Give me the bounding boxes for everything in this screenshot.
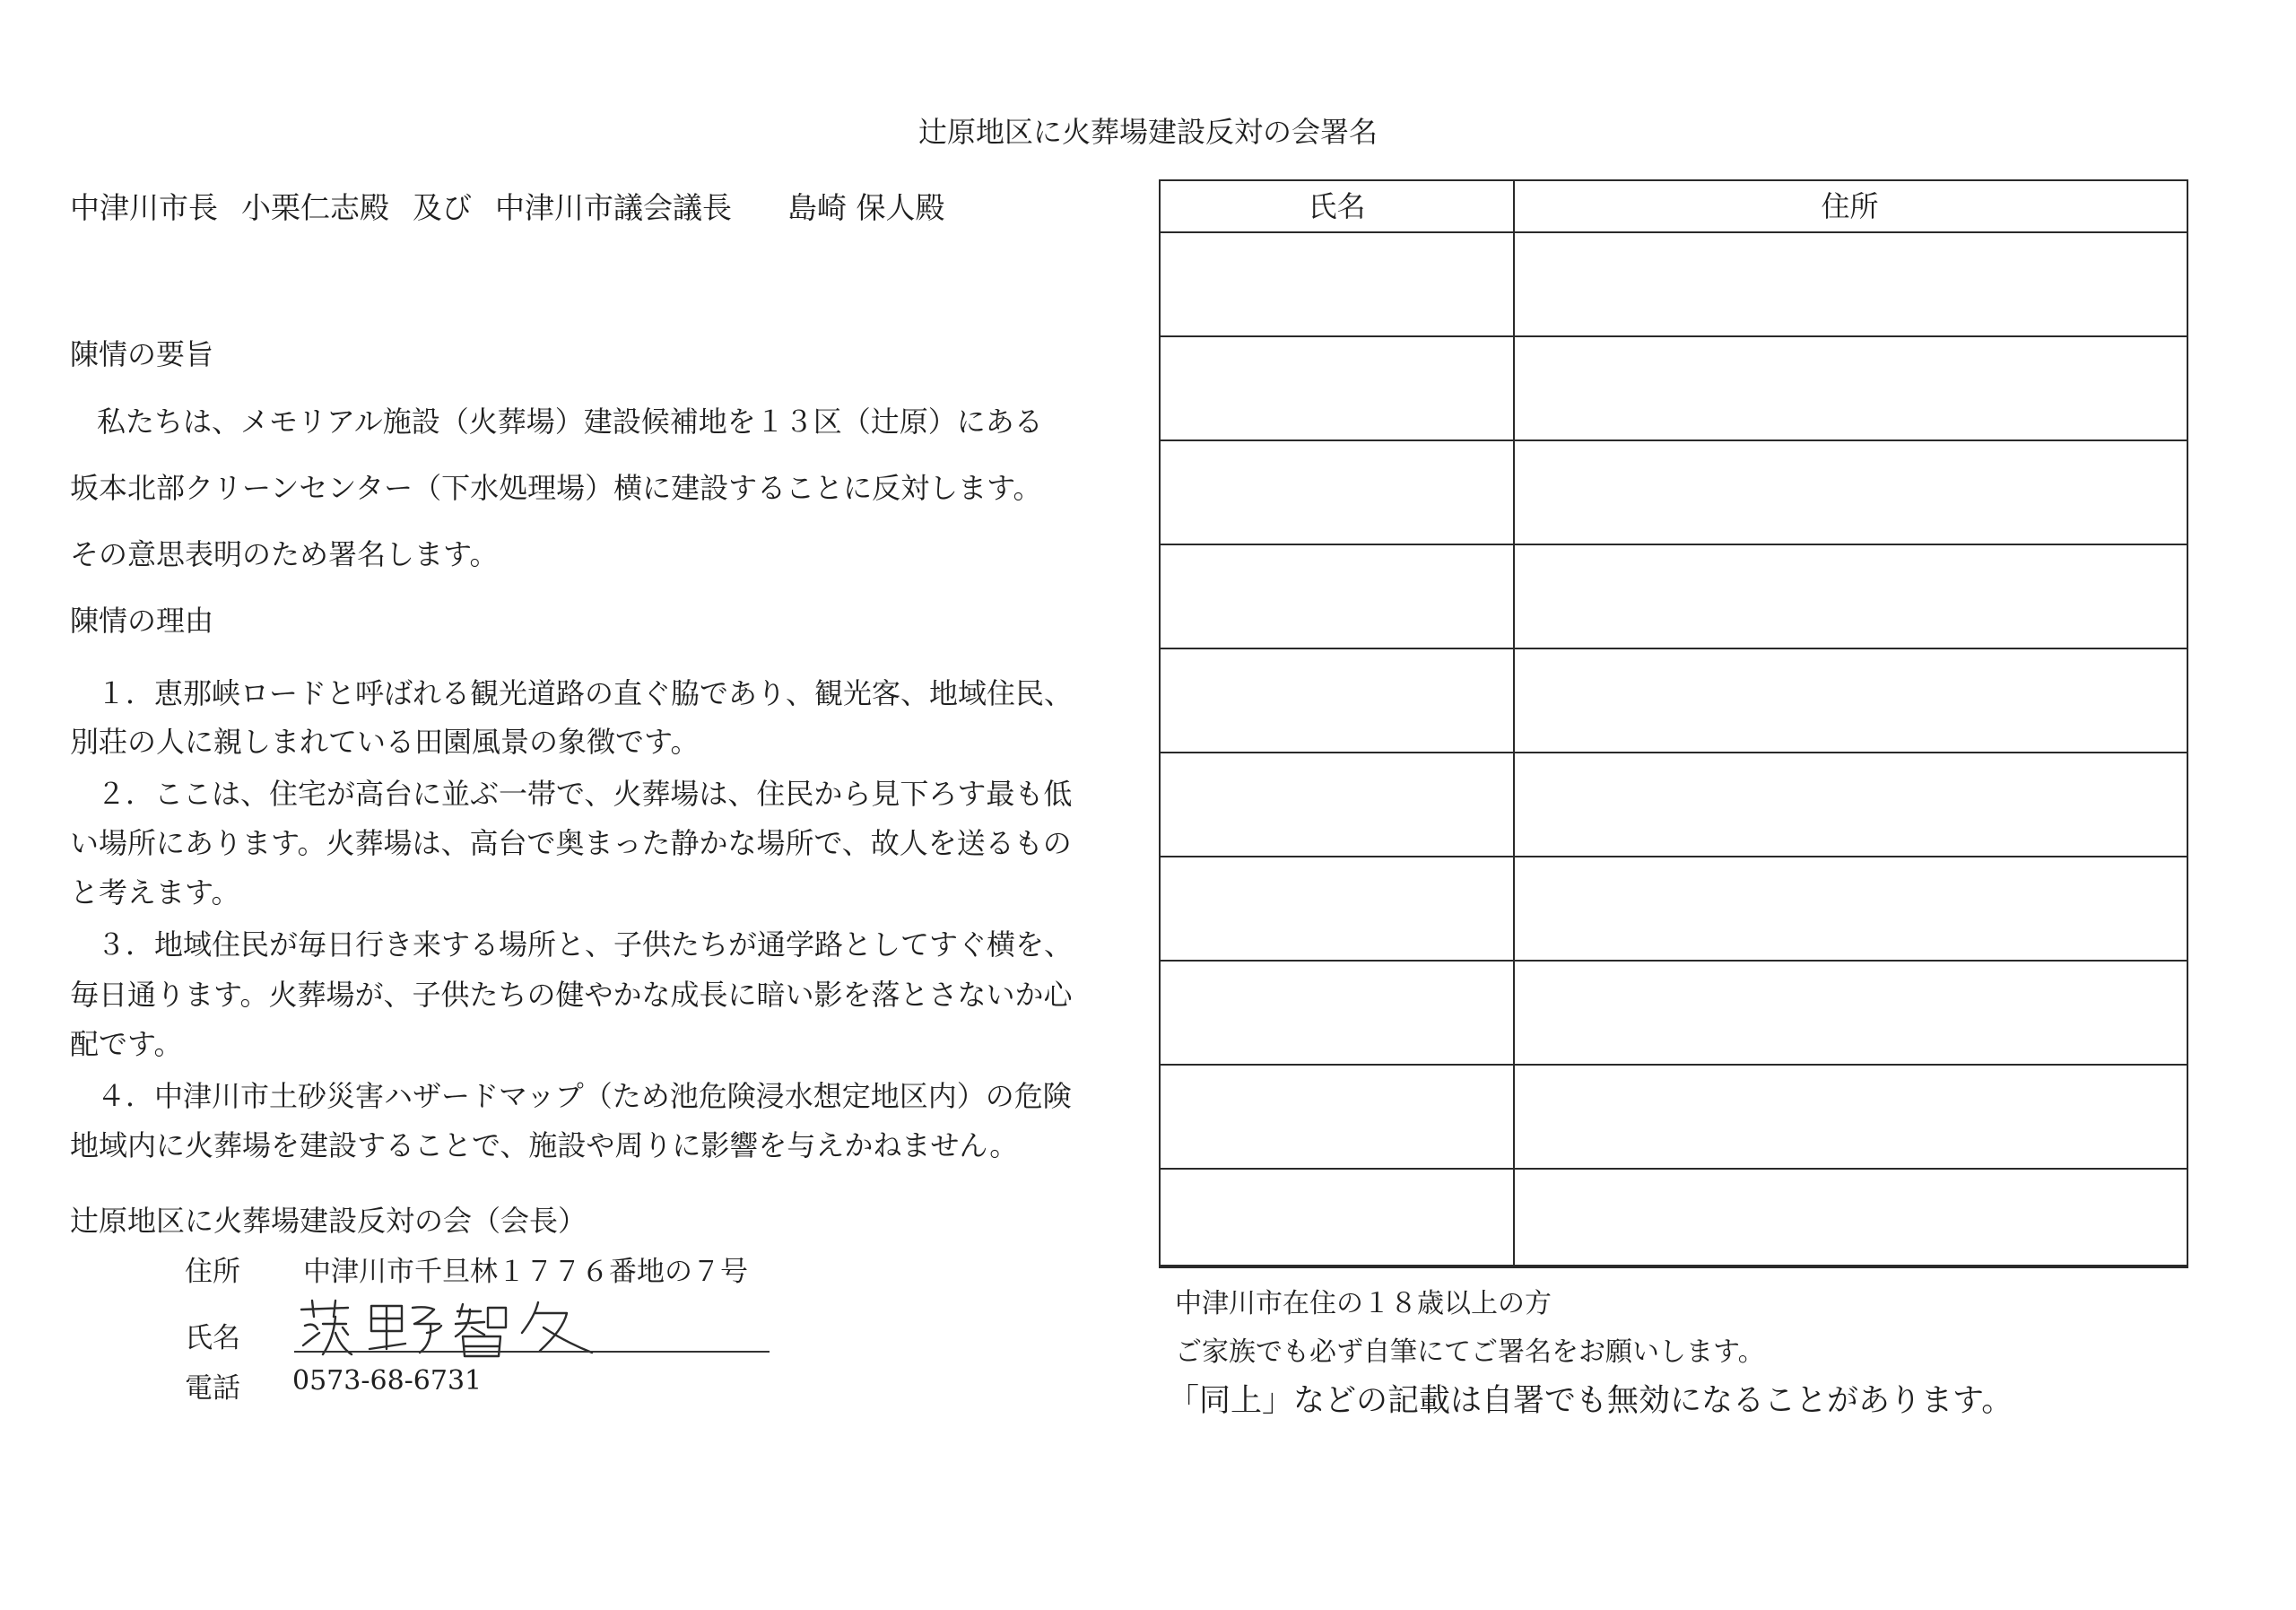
signature-address-cell[interactable] (1515, 857, 2187, 960)
signature-table (1159, 179, 2188, 1268)
signature-name-cell[interactable] (1161, 545, 1513, 648)
reason-line-6: ３．地域住民が毎日行き来する場所と、子供たちが通学路としてすぐ横を、 (97, 927, 1074, 962)
signature-name-cell[interactable] (1161, 337, 1513, 439)
addressee-line (70, 185, 945, 227)
column-header-name: 氏名 (1308, 189, 1366, 223)
note-handwriting: ご家族でも必ず自筆にてご署名をお願いします。 (1175, 1336, 1765, 1368)
column-divider (1513, 181, 1515, 1266)
note-invalid: 「同上」などの記載は自署でも無効になることがあります。 (1168, 1383, 2013, 1419)
chair-name: 島崎 保人殿 (787, 190, 945, 225)
signature-row (1161, 649, 2187, 753)
summary-line-3: その意思表明のため署名します。 (70, 537, 499, 571)
signature-row (1161, 1066, 2187, 1170)
signature-row (1161, 337, 2187, 441)
reason-line-1: １．恵那峡ロードと呼ばれる観光道路の直ぐ脇であり、観光客、地域住民、 (97, 676, 1074, 710)
signature-name-cell[interactable] (1161, 233, 1513, 335)
note-eligibility: 中津川市在住の１８歳以上の方 (1175, 1288, 1552, 1319)
signature-address-cell[interactable] (1515, 233, 2187, 335)
signature-name-cell[interactable] (1161, 857, 1513, 960)
signature-row (1161, 1170, 2187, 1266)
organizer-phone-label: 電話 (185, 1372, 240, 1405)
column-header-address: 住所 (1821, 189, 1879, 223)
signature-name-cell[interactable] (1161, 962, 1513, 1064)
signature-underline (294, 1351, 770, 1353)
signature-name-cell[interactable] (1161, 1066, 1513, 1168)
signature-address-cell[interactable] (1515, 1066, 2187, 1168)
reason-line-4: い場所にあります。火葬場は、高台で奥まった静かな場所で、故人を送るもの (70, 826, 1072, 860)
organizer-phone-value: 0573-68-6731 (292, 1365, 483, 1397)
organizer-name: 辻原地区に火葬場建設反対の会（会長） (70, 1204, 587, 1238)
reason-line-2: 別荘の人に親しまれている田園風景の象徴です。 (70, 725, 700, 759)
signature-row (1161, 857, 2187, 962)
signature-row (1161, 753, 2187, 857)
signature-row (1161, 545, 2187, 649)
chair-title: 中津川市議会議長 (495, 190, 732, 225)
signature-address-cell[interactable] (1515, 545, 2187, 648)
signature-row (1161, 233, 2187, 337)
signature-name-cell[interactable] (1161, 753, 1513, 856)
signature-row (1161, 962, 2187, 1066)
summary-line-2: 坂本北部クリーンセンター（下水処理場）横に建設することに反対します。 (70, 471, 1042, 505)
reason-heading: 陳情の理由 (70, 604, 214, 638)
summary-line-1: 私たちは、メモリアル施設（火葬場）建設候補地を１３区（辻原）にある (97, 405, 1043, 439)
signature-address-cell[interactable] (1515, 753, 2187, 856)
signature-table-header (1161, 181, 2187, 233)
mayor-title: 中津川市長 (70, 190, 218, 225)
signature-name-cell[interactable] (1161, 441, 1513, 544)
signature-row (1161, 441, 2187, 545)
reason-line-9: ４．中津川市土砂災害ハザードマップ（ため池危険浸水想定地区内）の危険 (97, 1079, 1072, 1113)
organizer-address-label: 住所 (185, 1256, 240, 1288)
signature-name-cell[interactable] (1161, 1170, 1513, 1265)
signature-name-cell[interactable] (1161, 649, 1513, 752)
reason-line-7: 毎日通ります。火葬場が、子供たちの健やかな成長に暗い影を落とさないか心 (70, 978, 1073, 1012)
signature-address-cell[interactable] (1515, 337, 2187, 439)
signature-address-cell[interactable] (1515, 441, 2187, 544)
conjunction: 及び (413, 190, 472, 225)
signature-address-cell[interactable] (1515, 1170, 2187, 1265)
reason-line-3: ２．ここは、住宅が高台に並ぶ一帯で、火葬場は、住民から見下ろす最も低 (97, 777, 1073, 811)
organizer-address-value: 中津川市千旦林１７７６番地の７号 (303, 1256, 748, 1288)
reason-line-8: 配です。 (70, 1027, 183, 1061)
mayor-name: 小栗仁志殿 (241, 190, 389, 225)
summary-heading: 陳情の要旨 (70, 337, 214, 371)
reason-line-10: 地域内に火葬場を建設することで、施設や周りに影響を与えかねません。 (70, 1128, 1019, 1162)
reason-line-5: と考えます。 (70, 875, 240, 909)
signature-address-cell[interactable] (1515, 962, 2187, 1064)
document-title: 辻原地区に火葬場建設反対の会署名 (918, 115, 1378, 149)
signature-address-cell[interactable] (1515, 649, 2187, 752)
organizer-name-label: 氏名 (185, 1322, 240, 1354)
